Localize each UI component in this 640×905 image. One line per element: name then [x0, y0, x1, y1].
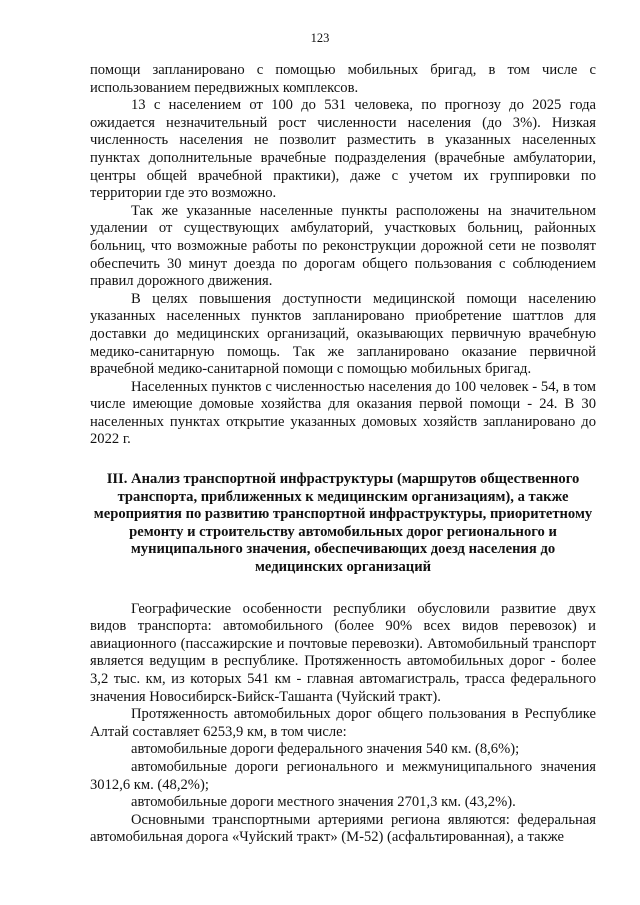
paragraph-remote-location: Так же указанные населенные пункты расположены на значительном удалении от существующих амбулаторий, участковых больниц, районных больниц, что возможные работы по реконструкции дорожной сети не позволят обеспечить 30 минут доезда по дорогам общего пользования с соблюдением правил дорожного движения.	[90, 202, 596, 290]
list-item-federal-roads: автомобильные дороги федерального значения 540 км. (8,6%);	[131, 741, 520, 758]
section-heading: III. Анализ транспортной инфраструктуры (маршрутов общественного транспорта, приближенных к медицинским организациям), а также мероприятия по развитию транспортной инфраструктуры, приоритетному ремонту и строительству автомобильных дорог регионального и муниципального значения, обеспечивающих доезд населения до медицинских организаций	[93, 471, 593, 576]
paragraph-shuttles: В целях повышения доступности медицинской помощи населению указанных населенных пунктов запланировано приобретение шаттлов для доставки до медицинских организаций, оказывающих первичную врачебную медико-санитарную помощь. Так же запланировано оказание первичной врачебной медико-санитарной помощи с помощью мобильных бригад.	[90, 290, 596, 378]
paragraph-continuation: помощи запланировано с помощью мобильных бригад, в том числе с использованием передвижных комплексов.	[90, 62, 596, 96]
paragraph-geography: Географические особенности республики обусловили развитие двух видов транспорта: автомобильного (более 90% всех видов перевозок) и авиационного (пассажирские и почтовые перевозки). Автомобильный транспорт является ведущим в республике. Протяженность автомобильных дорог - более 3,2 тыс. км, из которых 541 км - главная автомагистраль, трасса федерального значения Новосибирск-Бийск-Ташанта (Чуйский тракт).	[90, 600, 596, 705]
paragraph-road-length: Протяженность автомобильных дорог общего пользования в Республике Алтай составляет 6253,9 км, в том числе:	[90, 706, 596, 740]
list-item-local-roads: автомобильные дороги местного значения 2701,3 км. (43,2%).	[131, 794, 516, 811]
paragraph-main-arteries: Основными транспортными артериями региона являются: федеральная автомобильная дорога «Чуйский тракт» (М-52) (асфальтированная), а также	[90, 811, 596, 846]
page-number: 123	[310, 31, 330, 45]
paragraph-population-forecast: 13 с населением от 100 до 531 человека, по прогнозу до 2025 года ожидается незначительный рост численности населения (до 3%). Низкая численность населения не позволит разместить в указанных населенных пунктах дополнительные врачебные подразделения (врачебные амбулатории, центры общей врачебной практики), даже с учетом их группировки по территории где это возможно.	[90, 97, 596, 202]
paragraph-small-settlements: Населенных пунктов с численностью населения до 100 человек - 54, в том числе имеющие домовые хозяйства для оказания первой помощи - 24. В 30 населенных пунктах открытие указанных домовых хозяйств запланировано до 2022 г.	[90, 378, 596, 448]
page-content	[90, 62, 596, 847]
list-item-regional-roads: автомобильные дороги регионального и межмуниципального значения 3012,6 км. (48,2%);	[90, 758, 596, 793]
